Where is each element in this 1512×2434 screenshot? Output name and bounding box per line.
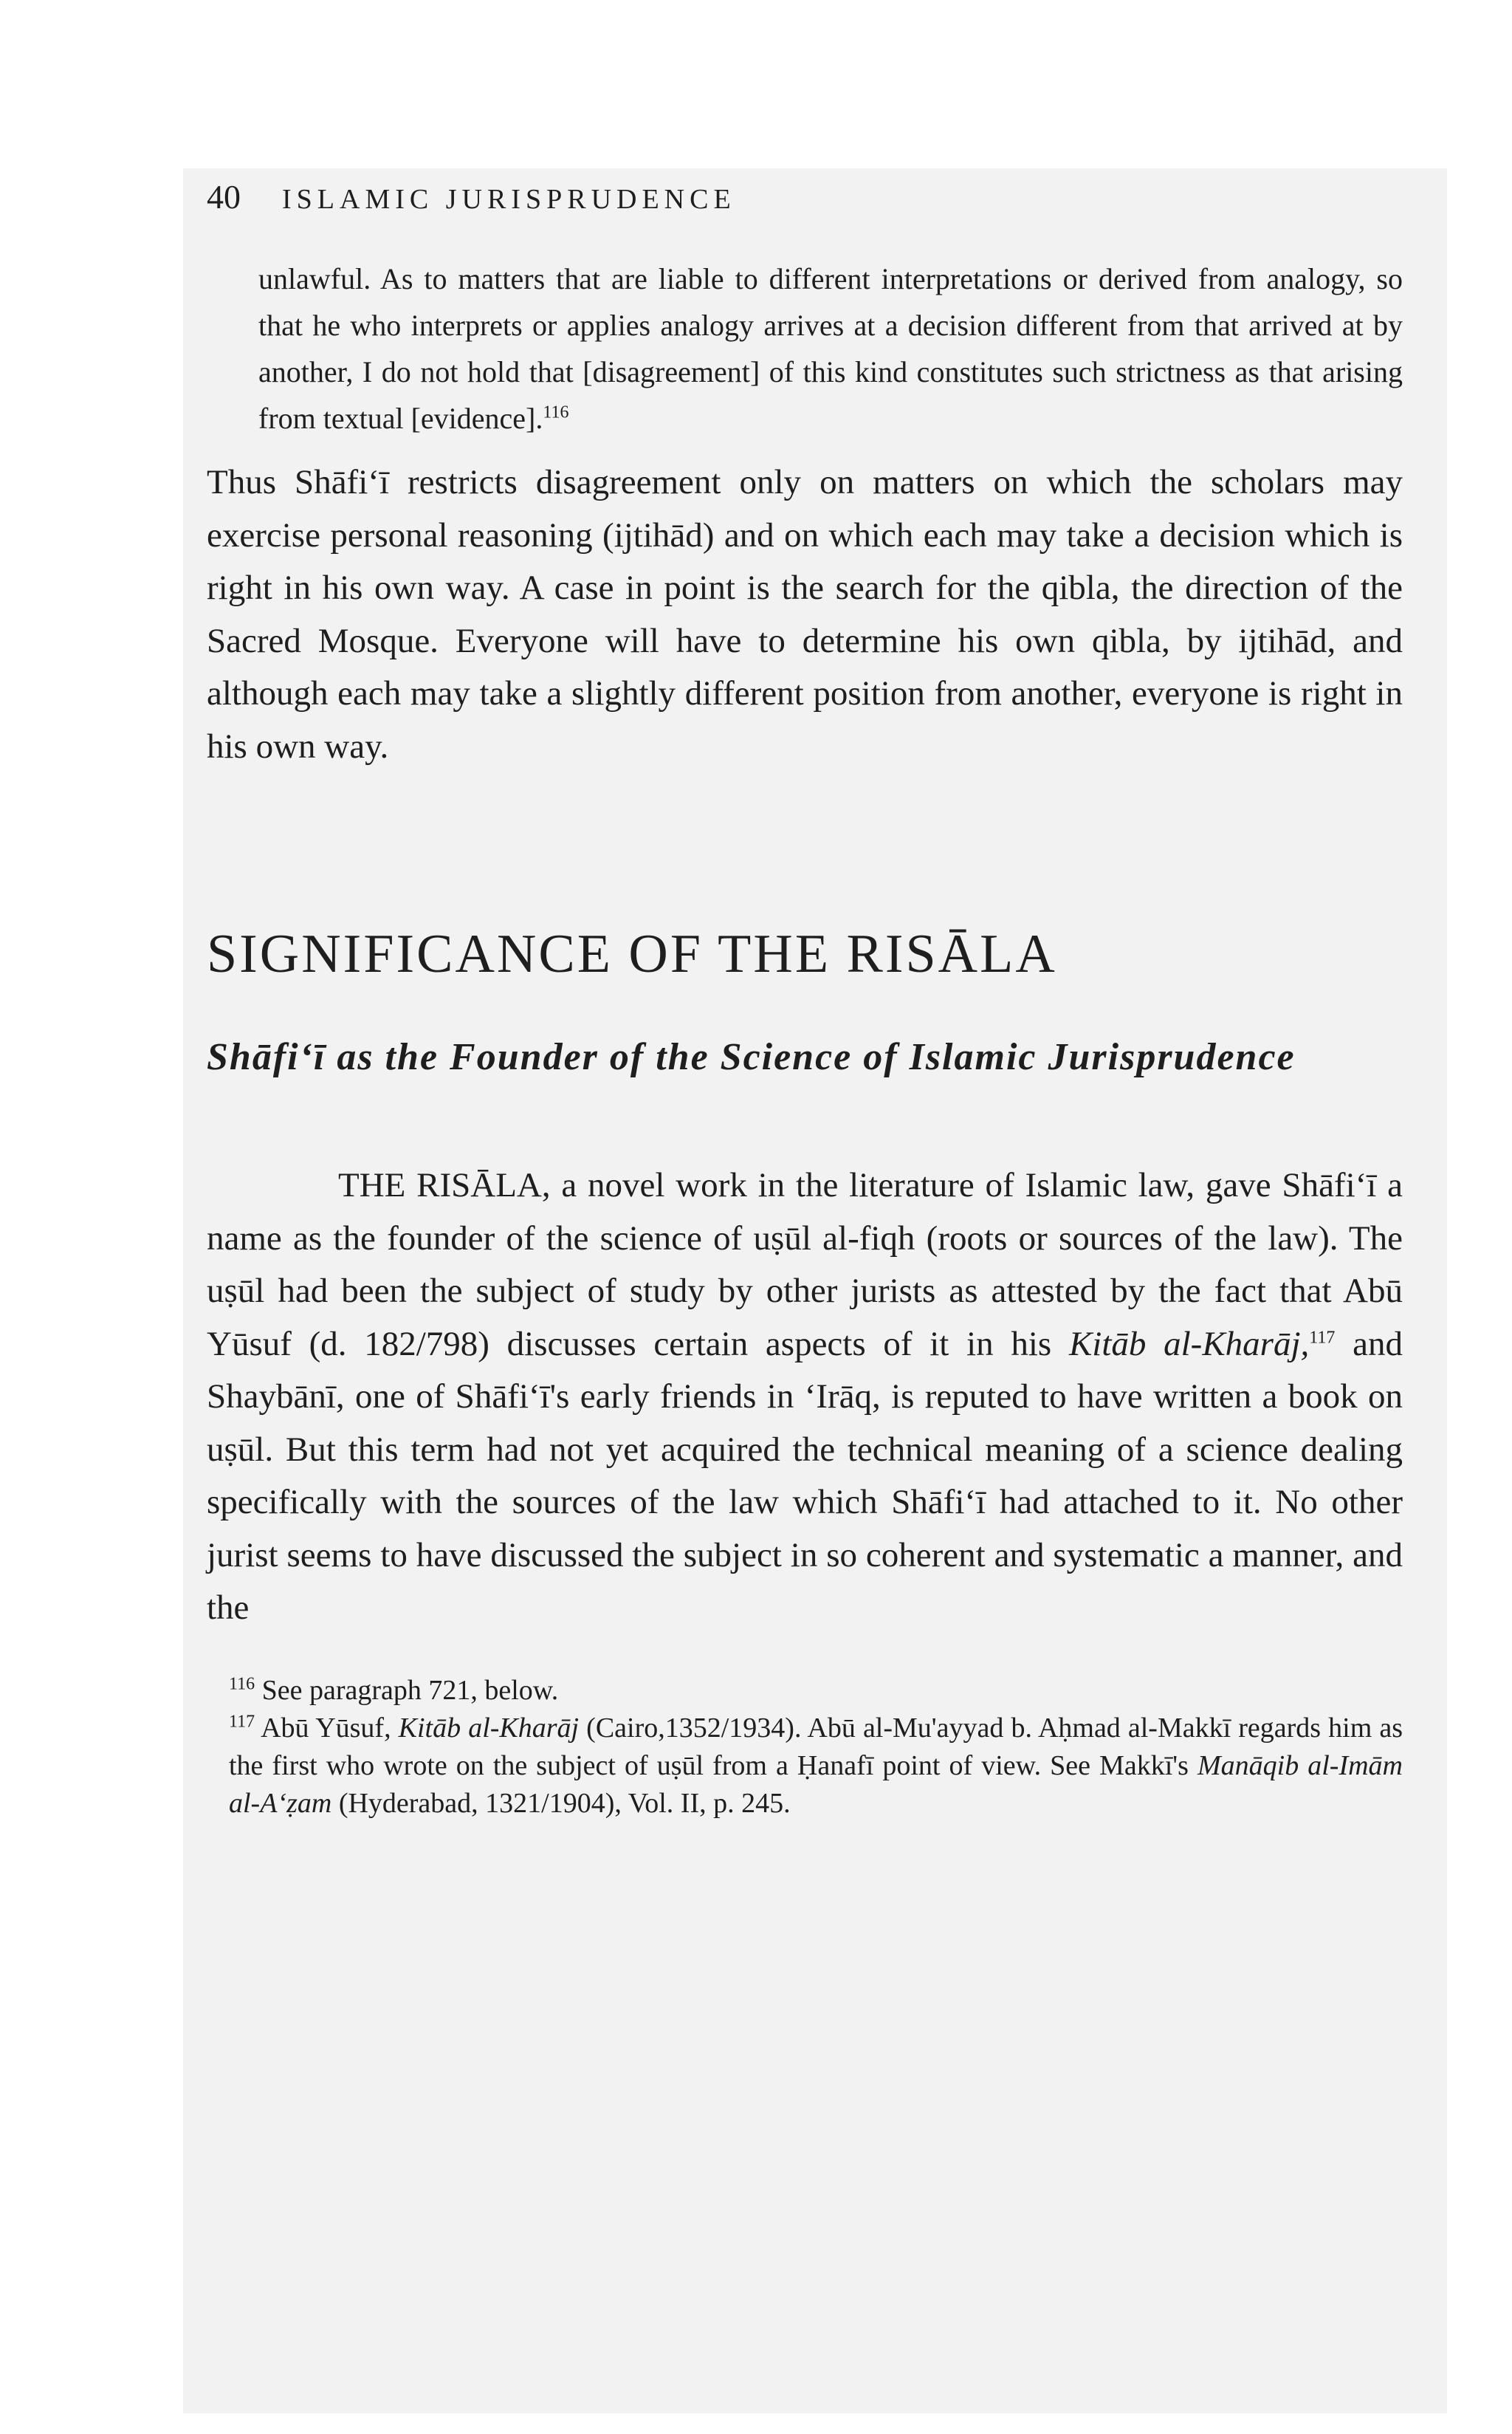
- body-paragraph-2: [207, 1159, 1403, 1635]
- footnote-117-text-b: (Cairo,1352/1934). Abū al-Mu'ayyad b. Aḥmad al-Makkī regards him as the first who wrote on the subject of uṣūl from a Ḥanafī point of view. See Makkī's: [229, 1712, 1403, 1781]
- footnote-117-text-c: (Hyderabad, 1321/1904), Vol. II, p. 245.: [331, 1787, 791, 1819]
- page-number: 40: [207, 178, 241, 216]
- block-quote: [258, 256, 1403, 442]
- book-title-kitab-al-kharaj: Kitāb al-Kharāj,: [1068, 1324, 1310, 1363]
- footnote-117-text-a: Abū Yūsuf,: [261, 1712, 399, 1744]
- footnote-117: [229, 1710, 1403, 1823]
- footnote-117-book-2: Manāqib al-Imām al-A‘ẓam: [229, 1749, 1403, 1819]
- footnote-117-book-1: Kitāb al-Kharāj: [398, 1712, 580, 1744]
- footnote-116-text: See paragraph 721, below.: [261, 1674, 559, 1706]
- footnote-ref-117: 117: [1309, 1327, 1336, 1347]
- book-page: [207, 177, 1403, 1823]
- section-title: SIGNIFICANCE OF THE RISĀLA: [207, 924, 1057, 984]
- body-paragraph-1: Thus Shāfi‘ī restricts disagreement only on matters on which the scholars may exercise personal reasoning (ijtihād) and on which each may take a decision which is right in his own way. A case in point is the search for the qibla, the direction of the Sacred Mosque. Everyone will have to determine his own qibla, by ijtihād, and although each may take a slightly different position from another, everyone is right in his own way.: [207, 463, 1403, 766]
- quote-text: unlawful. As to matters that are liable to different interpretations or derived from analogy, so that he who interprets or applies analogy arrives at a decision different from that arrived at by another, I do not hold that [disagreement] of this kind constitutes such strictness as that arising from textual [evidence].: [258, 262, 1403, 435]
- footnote-ref-116: 116: [543, 402, 569, 422]
- running-title: ISLAMIC JURISPRUDENCE: [282, 184, 736, 215]
- footnote-116: [229, 1672, 1403, 1710]
- footnotes: [229, 1672, 1403, 1823]
- running-header: [207, 177, 1403, 229]
- paragraph2-text-a: THE RISĀLA, a novel work in the literature of Islamic law, gave Shāfi‘ī a name as the founder of the science of uṣūl al-fiqh (roots or sources of the law). The uṣūl had been the subject of study by other jurists as attested by the fact that Abū Yūsuf (d. 182/798) discusses certain aspects of it in his: [207, 1166, 1403, 1363]
- paragraph2-text-b: and Shaybānī, one of Shāfi‘ī's early friends in ‘Irāq, is reputed to have written a book on uṣūl. But this term had not yet acquired the technical meaning of a science dealing specifically with the sources of the law which Shāfi‘ī had attached to it. No other jurist seems to have discussed the subject in so coherent and systematic a manner, and the: [207, 1324, 1403, 1627]
- section-subtitle: Shāfi‘ī as the Founder of the Science of Islamic Jurisprudence: [207, 1036, 1296, 1078]
- footnote-number-116: 116: [229, 1673, 255, 1693]
- footnote-number-117: 117: [229, 1711, 255, 1731]
